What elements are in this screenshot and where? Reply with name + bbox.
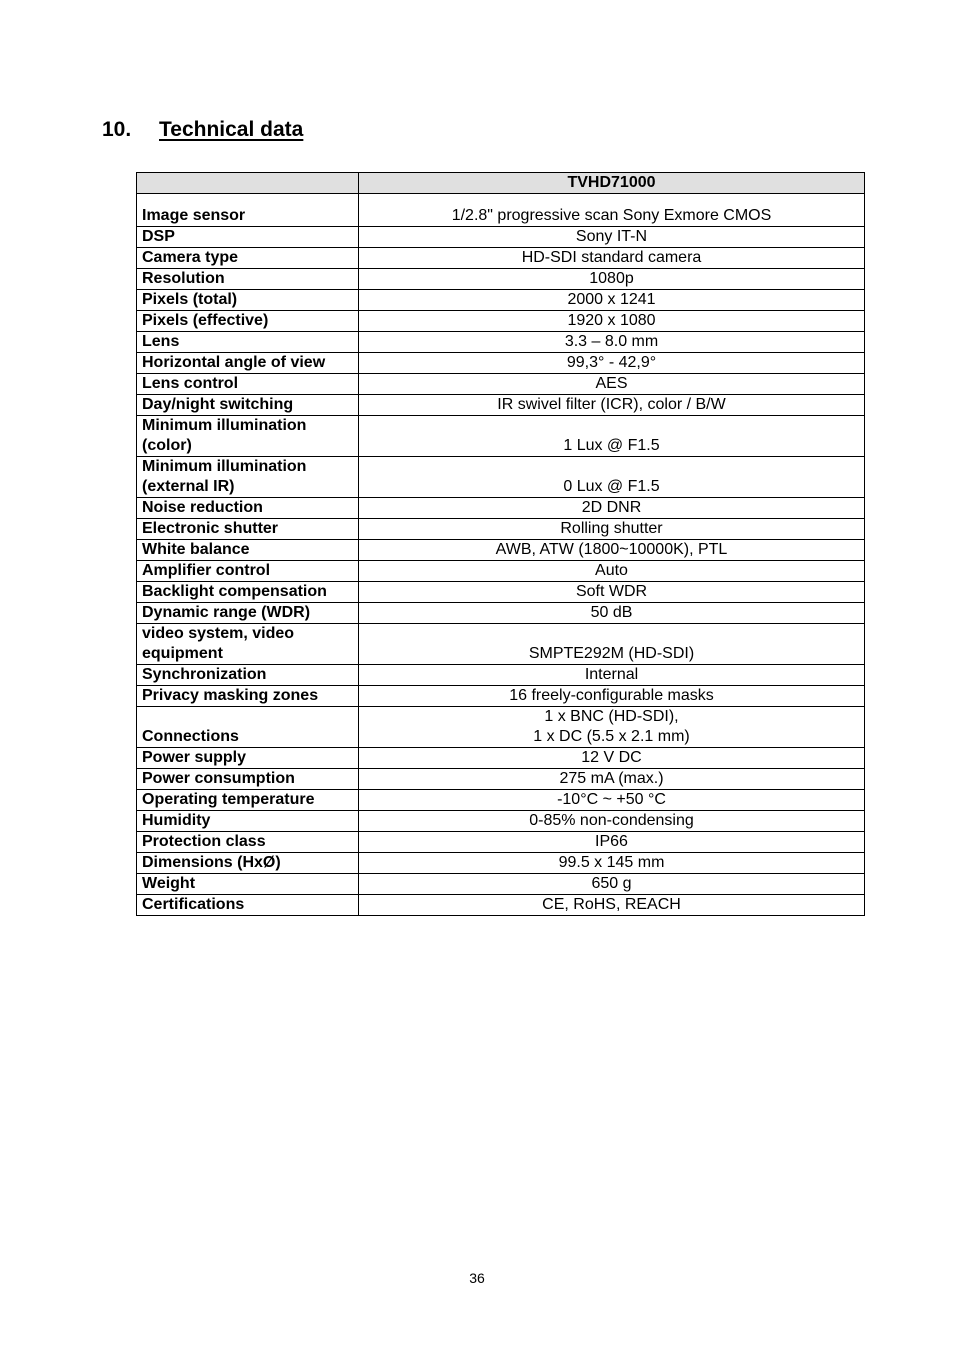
table-row <box>137 707 865 748</box>
spec-label: Dynamic range (WDR) <box>137 603 359 624</box>
table-row <box>137 227 865 248</box>
technical-data-table <box>136 172 865 916</box>
spec-label: Horizontal angle of view <box>137 353 359 374</box>
table-row <box>137 416 865 457</box>
table-row <box>137 582 865 603</box>
table-body <box>137 194 865 916</box>
table-row <box>137 811 865 832</box>
spec-value: IP66 <box>359 832 865 853</box>
table-row <box>137 540 865 561</box>
spec-value: Rolling shutter <box>359 519 865 540</box>
section-number: 10. <box>102 118 132 141</box>
table-row <box>137 269 865 290</box>
table-row <box>137 519 865 540</box>
spec-value: 0-85% non-condensing <box>359 811 865 832</box>
spec-value: CE, RoHS, REACH <box>359 895 865 916</box>
table-row <box>137 498 865 519</box>
spec-value: 2000 x 1241 <box>359 290 865 311</box>
spec-label: Image sensor <box>137 194 359 227</box>
spec-value: 1 x BNC (HD-SDI), 1 x DC (5.5 x 2.1 mm) <box>359 707 865 748</box>
spec-value: IR swivel filter (ICR), color / B/W <box>359 395 865 416</box>
spec-label: Resolution <box>137 269 359 290</box>
spec-value: 1 Lux @ F1.5 <box>359 416 865 457</box>
spec-value: Sony IT-N <box>359 227 865 248</box>
table-row <box>137 603 865 624</box>
spec-value: Auto <box>359 561 865 582</box>
spec-label: Weight <box>137 874 359 895</box>
spec-value: 2D DNR <box>359 498 865 519</box>
spec-label: Power consumption <box>137 769 359 790</box>
table-row <box>137 665 865 686</box>
spec-value: HD-SDI standard camera <box>359 248 865 269</box>
table-row <box>137 395 865 416</box>
table-row <box>137 686 865 707</box>
spec-label: Electronic shutter <box>137 519 359 540</box>
table-row <box>137 832 865 853</box>
table-row <box>137 311 865 332</box>
spec-label: Day/night switching <box>137 395 359 416</box>
spec-value: AWB, ATW (1800~10000K), PTL <box>359 540 865 561</box>
spec-label: White balance <box>137 540 359 561</box>
spec-value: 99,3° - 42,9° <box>359 353 865 374</box>
spec-label: Backlight compensation <box>137 582 359 603</box>
spec-value: -10°C ~ +50 °C <box>359 790 865 811</box>
spec-label: Dimensions (HxØ) <box>137 853 359 874</box>
spec-value: 1920 x 1080 <box>359 311 865 332</box>
spec-label: Lens control <box>137 374 359 395</box>
spec-value: 99.5 x 145 mm <box>359 853 865 874</box>
spec-label: Connections <box>137 707 359 748</box>
spec-value: SMPTE292M (HD-SDI) <box>359 624 865 665</box>
header-label-cell <box>137 173 359 194</box>
table-row <box>137 748 865 769</box>
spec-label: DSP <box>137 227 359 248</box>
spec-label: Operating temperature <box>137 790 359 811</box>
spec-value: AES <box>359 374 865 395</box>
table-row <box>137 624 865 665</box>
spec-value: Soft WDR <box>359 582 865 603</box>
spec-label: Minimum illumination (external IR) <box>137 457 359 498</box>
page-number: 36 <box>469 1270 485 1286</box>
spec-label: Pixels (effective) <box>137 311 359 332</box>
spec-label: Pixels (total) <box>137 290 359 311</box>
table-row <box>137 248 865 269</box>
spec-value: 275 mA (max.) <box>359 769 865 790</box>
spec-label: Certifications <box>137 895 359 916</box>
spec-value: 50 dB <box>359 603 865 624</box>
table-row <box>137 895 865 916</box>
spec-value: 3.3 – 8.0 mm <box>359 332 865 353</box>
spec-label: Privacy masking zones <box>137 686 359 707</box>
spec-label: Synchronization <box>137 665 359 686</box>
table-row <box>137 790 865 811</box>
table-row <box>137 194 865 227</box>
table-row <box>137 769 865 790</box>
table-row <box>137 457 865 498</box>
table-row <box>137 374 865 395</box>
spec-label: Minimum illumination (color) <box>137 416 359 457</box>
spec-value: 0 Lux @ F1.5 <box>359 457 865 498</box>
table-row <box>137 290 865 311</box>
spec-value: 16 freely-configurable masks <box>359 686 865 707</box>
spec-value: 1/2.8" progressive scan Sony Exmore CMOS <box>359 194 865 227</box>
table-row <box>137 332 865 353</box>
spec-value: Internal <box>359 665 865 686</box>
spec-label: Camera type <box>137 248 359 269</box>
table-row <box>137 561 865 582</box>
spec-value: 650 g <box>359 874 865 895</box>
table-header-row <box>137 173 865 194</box>
spec-label: video system, video equipment <box>137 624 359 665</box>
spec-value: 12 V DC <box>359 748 865 769</box>
table-row <box>137 353 865 374</box>
spec-value: 1080p <box>359 269 865 290</box>
header-model-cell: TVHD71000 <box>359 173 865 194</box>
table-row <box>137 853 865 874</box>
spec-label: Noise reduction <box>137 498 359 519</box>
table-row <box>137 874 865 895</box>
spec-label: Lens <box>137 332 359 353</box>
section-title: Technical data <box>159 118 304 141</box>
spec-label: Amplifier control <box>137 561 359 582</box>
spec-label: Protection class <box>137 832 359 853</box>
spec-label: Humidity <box>137 811 359 832</box>
section-heading <box>102 118 303 142</box>
spec-label: Power supply <box>137 748 359 769</box>
